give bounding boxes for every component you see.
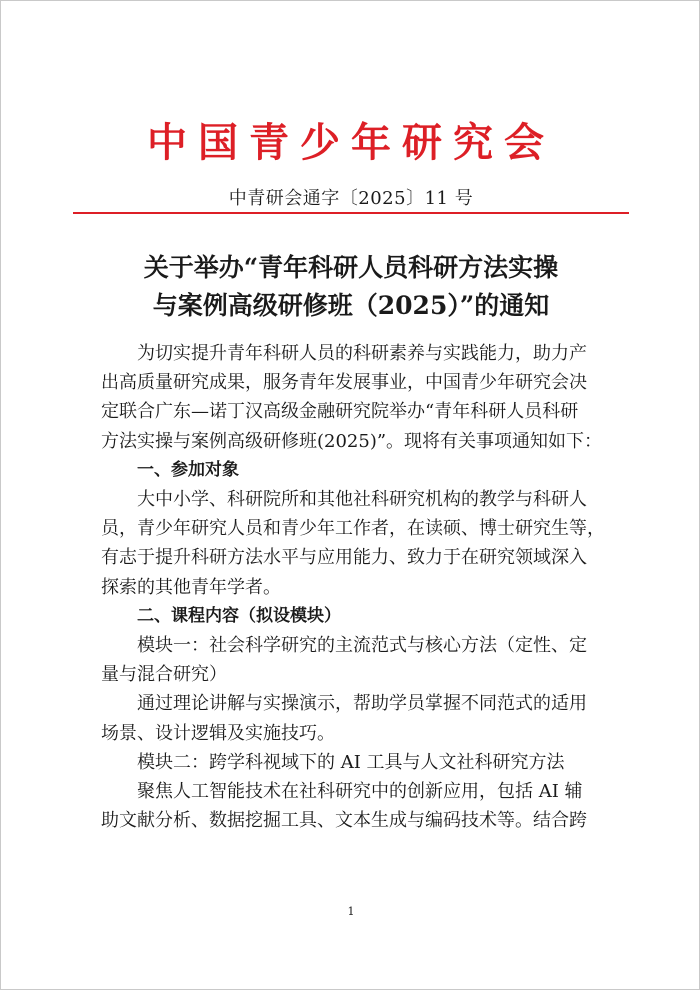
intro-paragraph <box>101 339 603 456</box>
notice-body <box>101 339 603 835</box>
section-heading-courses: 二、课程内容（拟设模块） <box>137 605 341 626</box>
page-number: 1 <box>347 905 355 918</box>
body-line: 通过理论讲解与实操演示，帮助学员掌握不同范式的适用 <box>137 693 587 715</box>
body-line: 量与混合研究） <box>101 664 227 686</box>
module-2-title <box>101 748 603 777</box>
body-line: 聚焦人工智能技术在社科研究中的创新应用，包括 AI 辅 <box>137 781 583 803</box>
section-heading-participants: 一、参加对象 <box>137 459 239 480</box>
red-divider-line <box>73 212 629 214</box>
module-1-description <box>101 689 603 747</box>
body-line: 助文献分析、数据挖掘工具、文本生成与编码技术等。结合跨 <box>101 810 587 832</box>
module-1-title <box>101 631 603 689</box>
body-line: 员，青少年研究人员和青少年工作者，在读硕、博士研究生等， <box>101 518 605 540</box>
participants-paragraph <box>101 485 603 602</box>
body-line: 为切实提升青年科研人员的科研素养与实践能力，助力产 <box>137 343 587 364</box>
organization-name: 中国青少年研究会 <box>147 119 555 166</box>
notice-title <box>1 249 700 325</box>
body-line: 方法实操与案例高级研修班(2025)”。现将有关事项通知如下： <box>101 430 603 452</box>
body-line: 探索的其他青年学者。 <box>101 576 281 598</box>
body-line: 定联合广东—诺丁汉高级金融研究院举办“青年科研人员科研 <box>101 401 579 423</box>
body-line: 场景、设计逻辑及实施技巧。 <box>101 722 335 744</box>
body-line: 出高质量研究成果，服务青年发展事业，中国青少年研究会决 <box>101 372 587 394</box>
notice-title-line-2: 与案例高级研修班（2025）”的通知 <box>152 291 550 320</box>
notice-title-line-1: 关于举办“青年科研人员科研方法实操 <box>143 253 559 282</box>
module-2-description <box>101 777 603 835</box>
body-line: 大中小学、科研院所和其他社科研究机构的教学与科研人 <box>137 489 587 511</box>
body-line: 有志于提升科研方法水平与应用能力、致力于在研究领域深入 <box>101 547 587 569</box>
document-number: 中青研会通字〔2025〕11 号 <box>228 188 474 209</box>
body-line: 模块一：社会科学研究的主流范式与核心方法（定性、定 <box>137 635 587 657</box>
body-line: 模块二：跨学科视域下的 AI 工具与人文社科研究方法 <box>137 751 565 773</box>
